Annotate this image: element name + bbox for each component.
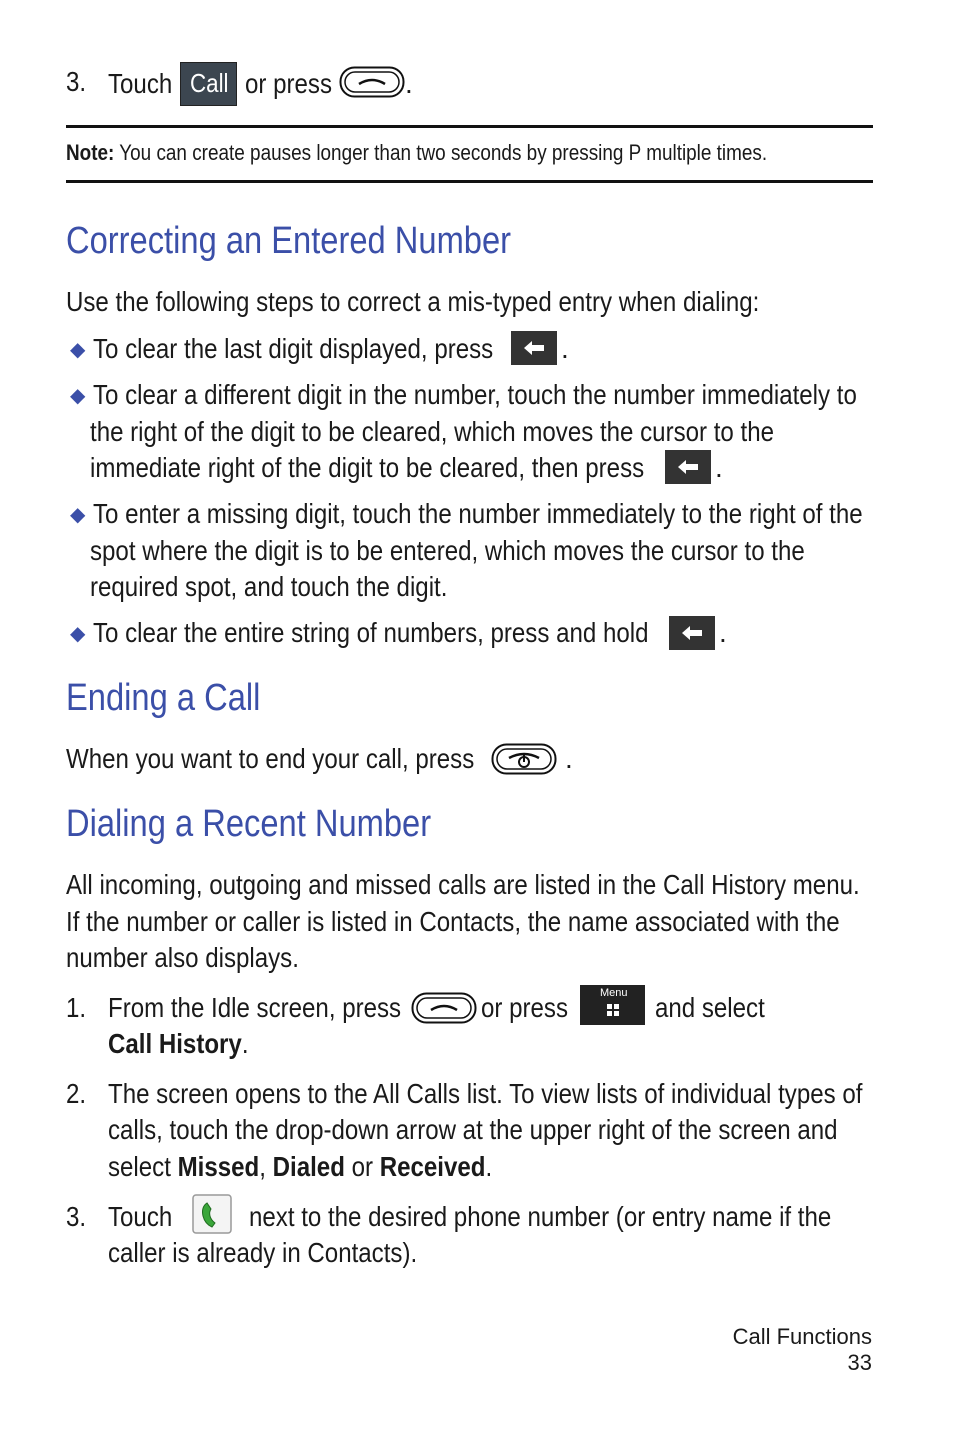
grid-icon	[606, 1003, 620, 1017]
bullet-diamond-icon: ◆	[70, 339, 86, 361]
step-number: 1.	[66, 992, 87, 1023]
page-number: 33	[847, 1350, 872, 1375]
step-number: 3.	[66, 66, 87, 97]
send-key-icon	[411, 992, 477, 1024]
step2-line-3: select Missed, Dialed or Received.	[108, 1151, 493, 1182]
step2-line-2: calls, touch the drop-down arrow at the upper right of the screen and	[108, 1114, 838, 1145]
note-top-rule	[66, 125, 873, 128]
footer-section: Call Functions	[732, 1324, 872, 1349]
period: .	[561, 333, 569, 364]
or-press-text: or press	[245, 68, 332, 99]
note-text: You can create pauses longer than two seconds by pressing P multiple times.	[119, 140, 768, 165]
dialing-para-2: If the number or caller is listed in Contacts, the name associated with the	[66, 906, 840, 937]
step-number: 3.	[66, 1201, 87, 1232]
dialing-para-3: number also displays.	[66, 942, 299, 973]
period: .	[719, 617, 727, 648]
step3-touch-text: Touch	[108, 1201, 173, 1232]
bullet-clear-entire: To clear the entire string of numbers, press and hold	[93, 617, 649, 648]
step3-line-2: caller is already in Contacts).	[108, 1237, 418, 1268]
step-number: 2.	[66, 1078, 87, 1109]
step1-text-c: and select	[655, 992, 765, 1023]
step1-call-history: Call History.	[108, 1028, 249, 1059]
note-label: Note:	[66, 140, 115, 165]
green-phone-icon	[192, 1194, 232, 1234]
bullet-clear-last: To clear the last digit displayed, press	[93, 333, 494, 364]
note	[66, 140, 881, 166]
bullet-clear-different-3: immediate right of the digit to be cleared, then press	[90, 452, 645, 483]
bullet-enter-missing-1: To enter a missing digit, touch the number immediately to the right of the	[93, 498, 863, 529]
bullet-diamond-icon: ◆	[70, 623, 86, 645]
period: .	[405, 68, 413, 99]
call-button-icon: Call	[180, 62, 237, 106]
bullet-clear-different-1: To clear a different digit in the number, touch the number immediately to	[93, 379, 857, 410]
end-power-key-icon	[491, 743, 557, 775]
menu-key-icon: Menu	[580, 985, 645, 1025]
heading-correcting: Correcting an Entered Number	[66, 220, 512, 262]
step3-line-1: next to the desired phone number (or entry name if the	[249, 1201, 832, 1232]
back-key-icon	[669, 616, 715, 650]
heading-dialing: Dialing a Recent Number	[66, 803, 432, 845]
heading-ending: Ending a Call	[66, 677, 261, 719]
period: .	[715, 452, 723, 483]
dialing-para-1: All incoming, outgoing and missed calls are listed in the Call History menu.	[66, 869, 860, 900]
period: .	[565, 743, 573, 774]
bullet-diamond-icon: ◆	[70, 385, 86, 407]
ending-text: When you want to end your call, press	[66, 743, 475, 774]
note-bottom-rule	[66, 180, 873, 183]
step3-touch-text: Touch	[108, 68, 173, 99]
bullet-clear-different-2: the right of the digit to be cleared, which moves the cursor to the	[90, 416, 774, 447]
bullet-enter-missing-2: spot where the digit is to be entered, which moves the cursor to the	[90, 535, 805, 566]
bullet-enter-missing-3: required spot, and touch the digit.	[90, 571, 448, 602]
back-key-icon	[511, 331, 557, 365]
back-key-icon	[665, 450, 711, 484]
bullet-diamond-icon: ◆	[70, 504, 86, 526]
step2-line-1: The screen opens to the All Calls list. To view lists of individual types of	[108, 1078, 863, 1109]
correcting-intro: Use the following steps to correct a mis-typed entry when dialing:	[66, 286, 760, 317]
step1-text-b: or press	[481, 992, 568, 1023]
step1-text-a: From the Idle screen, press	[108, 992, 402, 1023]
send-key-icon	[339, 66, 405, 98]
